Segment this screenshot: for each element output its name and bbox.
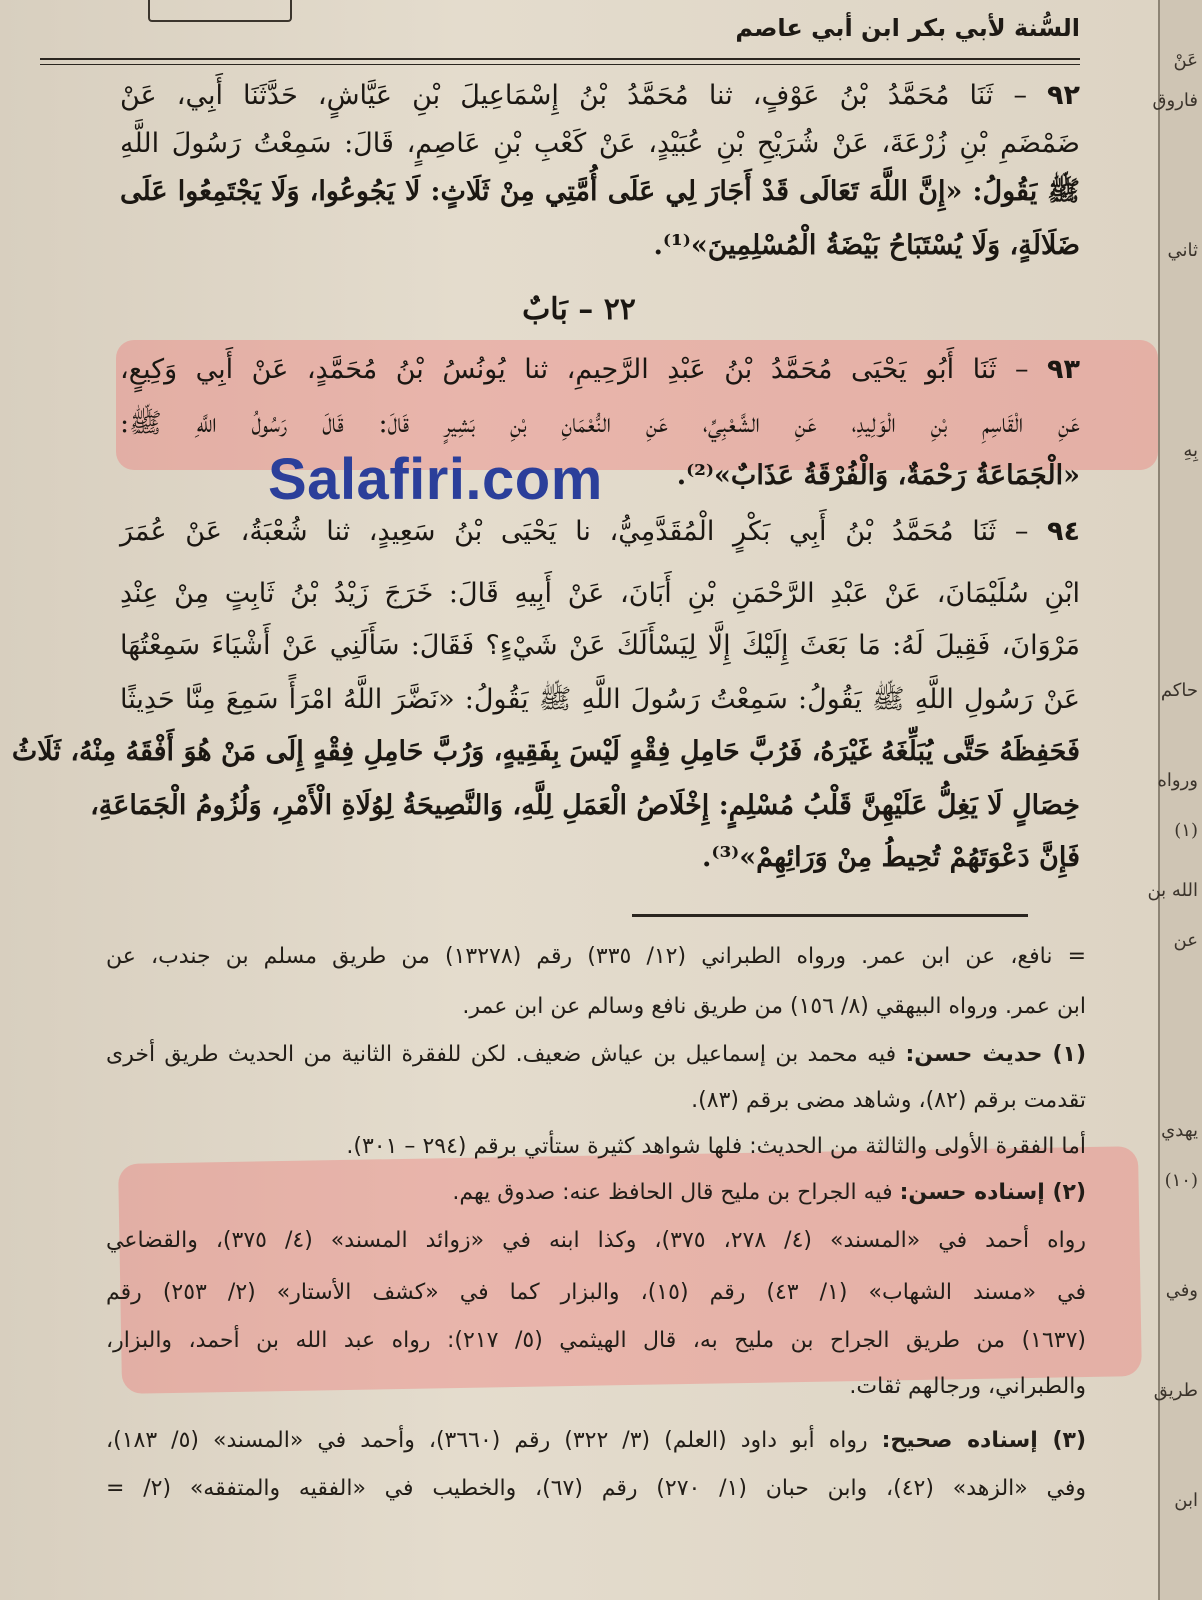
header-rule: [40, 58, 1080, 60]
footnote-3-label: (٣) إسناده صحيح:: [881, 1428, 1087, 1453]
watermark: Salafiri.com: [268, 447, 603, 512]
footnote-2-line-1: (٢) إسناده حسن: فيه الجراح بن مليح قال الحافظ عنه: صدوق يهم.: [452, 1180, 1086, 1205]
page-header: [40, 0, 1080, 60]
footnote-2-label: (٢) إسناده حسن:: [899, 1180, 1086, 1205]
hadith-92-line-1: ٩٢ – ثَنَا مُحَمَّدُ بْنُ عَوْفٍ، ثنا مُحَمَّدُ بْنُ إِسْمَاعِيلَ بْنِ عَيَّاشٍ، حَدَّثَنَا أَبِي، عَنْ: [120, 80, 1080, 111]
bab-heading: ٢٢ – بَابٌ: [522, 292, 636, 327]
hadith-93-line-1: ٩٣ – ثَنَا أَبُو يَحْيَى مُحَمَّدُ بْنُ عَبْدِ الرَّحِيمِ، ثنا يُونُسُ بْنُ مُحَمَّدٍ، عَنْ أَبِي وَكِيعٍ،: [120, 354, 1080, 385]
edge-fragment: الله بن: [1147, 880, 1198, 901]
edge-fragment: بِهِ: [1183, 440, 1198, 461]
footnote-separator: [632, 914, 1028, 917]
adjacent-page-edge: [1147, 0, 1202, 1600]
header-rule-thin: [40, 64, 1080, 65]
hadith-92-line-4: ضَلَالَةٍ، وَلَا يُسْتَبَاحُ بَيْضَةُ الْمُسْلِمِينَ»⁽¹⁾.: [653, 230, 1080, 261]
footnote-1-label: (١) حديث حسن:: [905, 1042, 1086, 1067]
hadith-92-number: ٩٢: [1047, 80, 1080, 111]
footnote-1-line-2: تقدمت برقم (٨٢)، وشاهد مضى برقم (٨٣).: [691, 1088, 1086, 1113]
edge-fragment: فاروق: [1152, 90, 1198, 111]
hadith-94-line-5: فَحَفِظَهُ حَتَّى يُبَلِّغَهُ غَيْرَهُ، فَرُبَّ حَامِلِ فِقْهٍ لَيْسَ بِفَقِيهٍ، وَرُبَّ حَامِلِ فِقْهٍ إِلَى مَنْ هُوَ أَفْقَهُ مِنْهُ، ثَلَاثُ: [11, 736, 1080, 767]
hadith-94-line-6: خِصَالٍ لَا يَغِلُّ عَلَيْهِنَّ قَلْبُ مُسْلِمٍ: إِخْلَاصُ الْعَمَلِ لِلَّهِ، وَالنَّصِيحَةُ لِوُلَاةِ الْأَمْرِ، وَلُزُومُ الْجَمَاعَةِ،: [90, 790, 1080, 821]
edge-fragment: (١٠): [1164, 1170, 1198, 1191]
footnote-continuation-line-1: = نافع، عن ابن عمر. ورواه الطبراني (١٢/ ٣٣٥) رقم (١٣٢٧٨) من طريق مسلم بن جندب، عن: [106, 944, 1087, 969]
hadith-94-line-4: عَنْ رَسُولِ اللَّهِ ﷺ يَقُولُ: سَمِعْتُ رَسُولَ اللَّهِ ﷺ يَقُولُ: «نَضَّرَ اللَّهُ امْرَأً سَمِعَ مِنَّا حَدِيثًا: [120, 684, 1080, 715]
footnote-2-line-2: رواه أحمد في «المسند» (٤/ ٢٧٨، ٣٧٥)، وكذا ابنه في «زوائد المسند» (٤/ ٣٧٥)، والقضاعي: [106, 1228, 1086, 1253]
footnote-2-line-5: والطبراني، ورجالهم ثقات.: [849, 1374, 1086, 1399]
edge-fragment: ثاني: [1167, 240, 1198, 261]
hadith-94-line-3: مَرْوَانَ، فَقِيلَ لَهُ: مَا بَعَثَ إِلَيْكَ إِلَّا لِيَسْأَلَكَ عَنْ شَيْءٍ؟ فَقَالَ: سَأَلَنِي عَنْ أَشْيَاءَ سَمِعْتُهَا: [120, 630, 1080, 661]
edge-fragment: حاكم: [1160, 680, 1198, 701]
footnote-1-line-1: (١) حديث حسن: فيه محمد بن إسماعيل بن عياش ضعيف. لكن للفقرة الثانية من الحديث طريق أخرى: [106, 1042, 1086, 1067]
footnote-1-line-3: أما الفقرة الأولى والثالثة من الحديث: فلها شواهد كثيرة ستأتي برقم (٢٩٤ – ٣٠١).: [346, 1134, 1086, 1159]
page-number-frame: [148, 0, 292, 22]
hadith-93-line-2: عَنِ الْقَاسِمِ بْنِ الْوَلِيدِ، عَنِ الشَّعْبِيِّ، عَنِ النُّعْمَانِ بْنِ بَشِيرٍ قَالَ: قَالَ رَسُولُ اللَّهِ ﷺ:: [120, 408, 1080, 439]
edge-fragment: ابن: [1174, 1490, 1198, 1511]
footnote-continuation-line-2: ابن عمر. ورواه البيهقي (٨/ ١٥٦) من طريق نافع وسالم عن ابن عمر.: [462, 994, 1086, 1019]
footnote-2-line-4: (١٦٣٧) من طريق الجراح بن مليح به، قال الهيثمي (٥/ ٢١٧): رواه عبد الله بن أحمد، والبزار،: [106, 1328, 1087, 1353]
footnote-3-line-2: وفي «الزهد» (٤٢)، وابن حبان (١/ ٢٧٠) رقم (٦٧)، والخطيب في «الفقيه والمتفقه» (٢/ =: [106, 1476, 1087, 1501]
edge-fragment: عن: [1173, 930, 1198, 951]
edge-fragment: ورواه: [1157, 770, 1198, 791]
edge-fragment: وفي: [1165, 1280, 1198, 1301]
hadith-92-line-2: ضَمْضَمِ بْنِ زُرْعَةَ، عَنْ شُرَيْحِ بْنِ عُبَيْدٍ، عَنْ كَعْبِ بْنِ عَاصِمٍ، قَالَ: سَمِعْتُ رَسُولَ اللَّهِ: [120, 128, 1080, 159]
hadith-93-number: ٩٣: [1047, 354, 1080, 385]
running-title: السُّنة لأبي بكر ابن أبي عاصم: [735, 14, 1080, 42]
footnote-2-line-3: في «مسند الشهاب» (١/ ٤٣) رقم (١٥)، والبزار كما في «كشف الأستار» (٢/ ٢٥٣) رقم: [106, 1280, 1087, 1305]
edge-fragment: يهدي: [1161, 1120, 1198, 1141]
edge-fragment: (١): [1174, 820, 1198, 841]
hadith-94-number: ٩٤: [1047, 516, 1080, 547]
edge-fragment: طريق: [1153, 1380, 1198, 1401]
footnote-3-line-1: (٣) إسناده صحيح: رواه أبو داود (العلم) (٣/ ٣٢٢) رقم (٣٦٦٠)، وأحمد في «المسند» (٥/ ١٨٣)،: [106, 1428, 1087, 1453]
hadith-94-line-2: ابْنِ سُلَيْمَانَ، عَنْ عَبْدِ الرَّحْمَنِ بْنِ أَبَانَ، عَنْ أَبِيهِ قَالَ: خَرَجَ زَيْدُ بْنُ ثَابِتٍ مِنْ عِنْدِ: [120, 578, 1080, 609]
hadith-92-line-3: ﷺ يَقُولُ: «إِنَّ اللَّهَ تَعَالَى قَدْ أَجَارَ لِي عَلَى أُمَّتِي مِنْ ثَلَاثٍ: لَا يَجُوعُوا، وَلَا يَجْتَمِعُوا عَلَى: [120, 176, 1080, 207]
hadith-93-line-3: «الْجَمَاعَةُ رَحْمَةٌ، وَالْفُرْقَةُ عَذَابٌ»⁽²⁾.: [676, 460, 1080, 491]
hadith-94-line-1: ٩٤ – ثَنَا مُحَمَّدُ بْنُ أَبِي بَكْرٍ الْمُقَدَّمِيُّ، نا يَحْيَى بْنُ سَعِيدٍ، ثنا شُعْبَةُ، عَنْ عُمَرَ: [120, 516, 1080, 547]
hadith-94-line-7: فَإِنَّ دَعْوَتَهُمْ تُحِيطُ مِنْ وَرَائِهِمْ»⁽³⁾.: [701, 842, 1080, 873]
edge-fragment: عَنْ: [1173, 50, 1198, 71]
